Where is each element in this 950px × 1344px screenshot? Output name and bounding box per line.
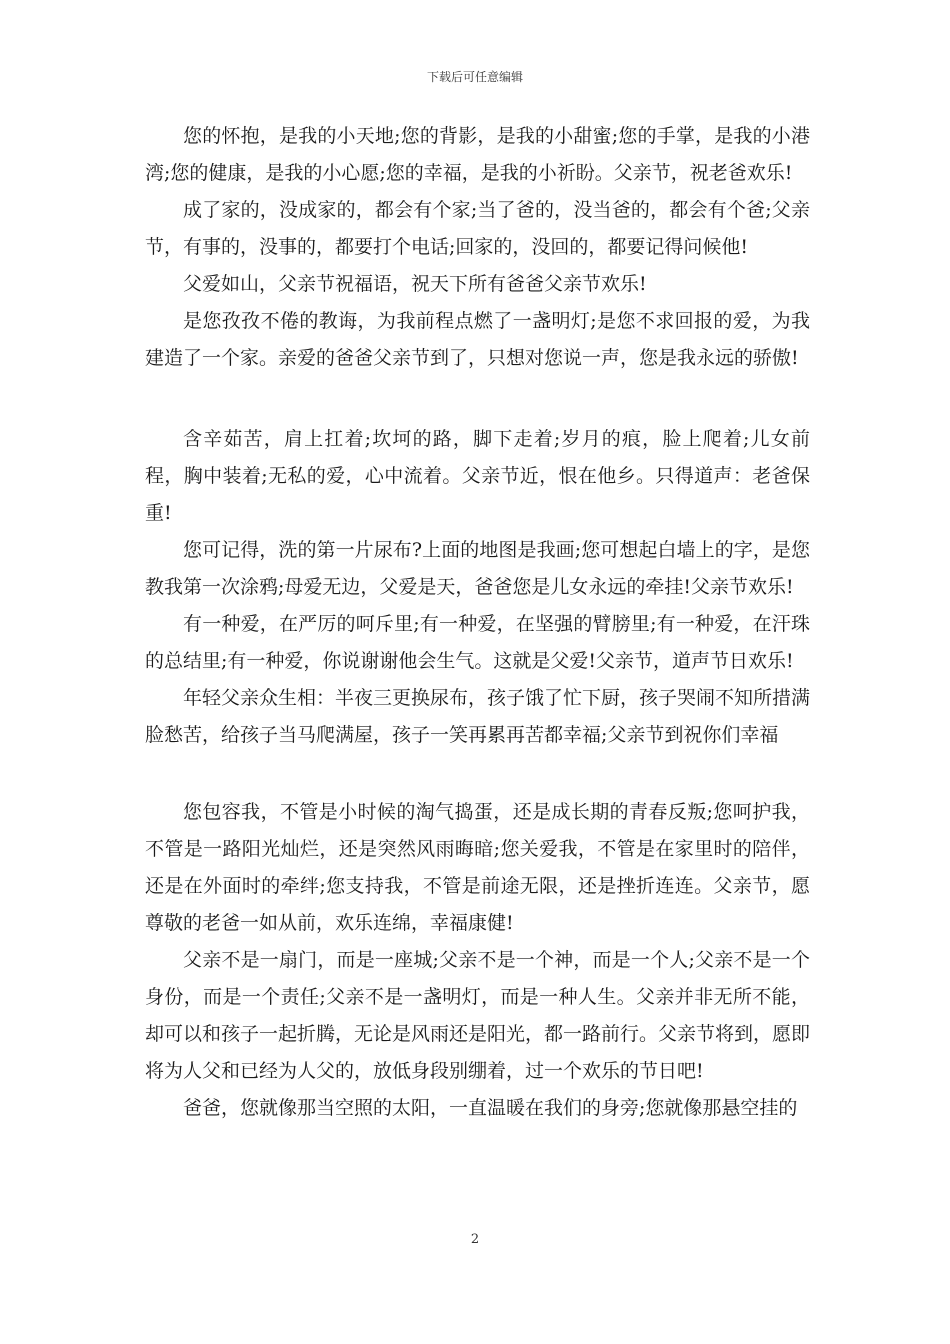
document-body — [145, 118, 810, 1127]
paragraph-gap — [145, 754, 810, 794]
paragraph: 有一种爱，在严厉的呵斥里;有一种爱，在坚强的臂膀里;有一种爱，在汗珠的总结里;有一种爱，你说谢谢他会生气。这就是父爱!父亲节，道声节日欢乐! — [145, 613, 810, 672]
page-number: 2 — [470, 1232, 480, 1247]
paragraph: 父爱如山，父亲节祝福语，祝天下所有爸爸父亲节欢乐! — [183, 273, 647, 295]
paragraph: 年轻父亲众生相：半夜三更换尿布，孩子饿了忙下厨，孩子哭闹不知所措满脸愁苦，给孩子当马爬满屋，孩子一笑再累再苦都幸福;父亲节到祝你们幸福 — [145, 687, 811, 746]
paragraph: 您的怀抱，是我的小天地;您的背影，是我的小甜蜜;您的手掌，是我的小港湾;您的健康，是我的小心愿;您的幸福，是我的小祈盼。父亲节，祝老爸欢乐! — [145, 125, 810, 184]
paragraph: 成了家的，没成家的，都会有个家;当了爸的，没当爸的，都会有个爸;父亲节，有事的，没事的，都要打个电话;回家的，没回的，都要记得问候他! — [145, 199, 810, 258]
paragraph: 您包容我，不管是小时候的淘气捣蛋，还是成长期的青春反叛;您呵护我，不管是一路阳光灿烂，还是突然风雨晦暗;您关爱我，不管是在家里时的陪伴，还是在外面时的牵绊;您支持我，不管是前途无限，还是挫折连连。父亲节，愿尊敬的老爸一如从前，欢乐连绵，幸福康健! — [145, 801, 810, 934]
paragraph-gap — [145, 377, 810, 421]
paragraph: 爸爸，您就像那当空照的太阳，一直温暖在我们的身旁;您就像那悬空挂的 — [183, 1097, 798, 1119]
paragraph: 父亲不是一扇门，而是一座城;父亲不是一个神，而是一个人;父亲不是一个身份，而是一个责任;父亲不是一盏明灯，而是一种人生。父亲并非无所不能，却可以和孩子一起折腾，无论是风雨还是阳光，都一路前行。父亲节将到，愿即将为人父和已经为人父的，放低身段别绷着，过一个欢乐的节日吧! — [145, 949, 811, 1082]
paragraph: 含辛茹苦，肩上扛着;坎坷的路，脚下走着;岁月的痕，脸上爬着;儿女前程，胸中装着;无私的爱，心中流着。父亲节近，恨在他乡。只得道声：老爸保重! — [145, 428, 810, 524]
paragraph: 您可记得，洗的第一片尿布?上面的地图是我画;您可想起白墙上的字，是您教我第一次涂鸦;母爱无边，父爱是天，爸爸您是儿女永远的牵挂!父亲节欢乐! — [145, 539, 810, 598]
paragraph: 是您孜孜不倦的教诲，为我前程点燃了一盏明灯;是您不求回报的爱，为我建造了一个家。亲爱的爸爸父亲节到了，只想对您说一声，您是我永远的骄傲! — [145, 310, 810, 369]
page-header: 下载后可任意编辑 — [426, 70, 523, 84]
